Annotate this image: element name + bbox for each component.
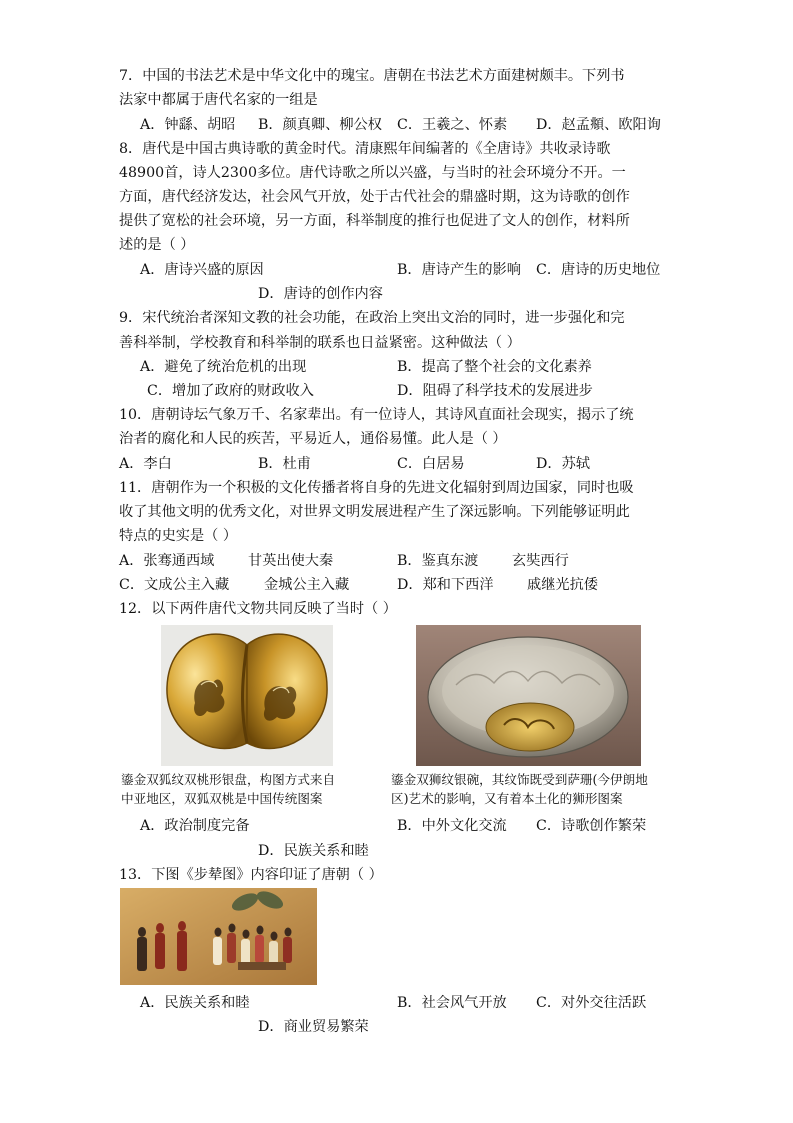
q11-option-b-part1: B．鉴真东渡 xyxy=(397,553,479,569)
q8-stem-line4: 提供了宽松的社会环境，另一方面，科举制度的推行也促进了文人的创作，材料所 xyxy=(119,213,630,229)
q7-stem-line1: 7．中国的书法艺术是中华文化中的瑰宝。唐朝在书法艺术方面建树颇丰。下列书 xyxy=(119,68,625,84)
bunian-tu-painting-image xyxy=(120,888,317,985)
q8-option-d: D．唐诗的创作内容 xyxy=(258,286,383,302)
q13-stem: 13．下图《步辇图》内容印证了唐朝（ ） xyxy=(119,867,383,883)
bowl-caption-line1: 鎏金双狮纹银碗，其纹饰既受到萨珊(今伊朗地 xyxy=(391,772,648,787)
q8-stem-line2: 48900首，诗人2300多位。唐代诗歌之所以兴盛，与当时的社会环境分不开。一 xyxy=(119,165,626,181)
q7-option-b: B．颜真卿、柳公权 xyxy=(258,117,382,133)
q11-option-d-part1: D．郑和下西洋 xyxy=(397,577,494,593)
plate-caption-line2: 中亚地区，双狐双桃是中国传统图案 xyxy=(121,791,323,806)
plate-caption-line1: 鎏金双狐纹双桃形银盘，构图方式来自 xyxy=(121,772,336,787)
q13-option-b: B．社会风气开放 xyxy=(397,995,507,1011)
q7-option-c: C．王羲之、怀素 xyxy=(397,117,508,133)
q10-option-c: C．白居易 xyxy=(397,456,465,472)
q9-stem-line2: 善科举制，学校教育和科举制的联系也日益紧密。这种做法（ ） xyxy=(119,335,521,351)
q9-option-b: B．提高了整个社会的文化素养 xyxy=(397,359,592,375)
q9-stem-line1: 9．宋代统治者深知文教的社会功能，在政治上突出文治的同时，进一步强化和完 xyxy=(119,310,625,326)
double-fox-silver-plate-image xyxy=(161,625,333,766)
q9-option-d: D．阻碍了科学技术的发展进步 xyxy=(397,383,593,399)
q11-option-c-part1: C．文成公主入藏 xyxy=(119,577,230,593)
q10-stem-line1: 10．唐朝诗坛气象万千、名家辈出。有一位诗人，其诗风直面社会现实，揭示了统 xyxy=(119,407,634,423)
q7-stem-line2: 法家中都属于唐代名家的一组是 xyxy=(119,92,318,108)
q7-option-a: A．钟繇、胡昭 xyxy=(140,117,236,133)
q8-stem-line3: 方面，唐代经济发达，社会风气开放，处于古代社会的鼎盛时期，这为诗歌的创作 xyxy=(119,189,630,205)
q11-option-a-part1: A．张骞通西域 xyxy=(119,553,215,569)
q9-option-a: A．避免了统治危机的出现 xyxy=(140,359,307,375)
q12-option-c: C．诗歌创作繁荣 xyxy=(536,818,647,834)
q10-option-d: D．苏轼 xyxy=(536,456,590,472)
q8-option-c: C．唐诗的历史地位 xyxy=(536,262,661,278)
q12-option-a: A．政治制度完备 xyxy=(140,818,250,834)
q12-stem: 12．以下两件唐代文物共同反映了当时（ ） xyxy=(119,601,397,617)
q7-option-d: D．赵孟頫、欧阳询 xyxy=(536,117,661,133)
q11-option-d-part2: 戚继光抗倭 xyxy=(527,577,598,593)
q11-option-c-part2: 金城公主入藏 xyxy=(264,577,350,593)
q13-option-d: D．商业贸易繁荣 xyxy=(258,1019,369,1035)
q11-option-a-part2: 甘英出使大秦 xyxy=(248,553,334,569)
q8-stem-line5: 述的是（ ） xyxy=(119,237,195,253)
q8-option-a: A．唐诗兴盛的原因 xyxy=(140,262,264,278)
q13-option-a: A．民族关系和睦 xyxy=(140,995,250,1011)
q12-option-d: D．民族关系和睦 xyxy=(258,843,369,859)
q10-option-b: B．杜甫 xyxy=(258,456,311,472)
q13-option-c: C．对外交往活跃 xyxy=(536,995,647,1011)
q10-stem-line2: 治者的腐化和人民的疾苦，平易近人，通俗易懂。此人是（ ） xyxy=(119,431,507,447)
q11-stem-line1: 11．唐朝作为一个积极的文化传播者将自身的先进文化辐射到周边国家，同时也吸 xyxy=(119,480,634,496)
double-lion-silver-bowl-image xyxy=(416,625,641,766)
q11-stem-line3: 特点的史实是（ ） xyxy=(119,528,238,544)
bowl-caption-line2: 区)艺术的影响，又有着本土化的狮形图案 xyxy=(391,791,623,806)
q8-stem-line1: 8．唐代是中国古典诗歌的黄金时代。清康熙年间编著的《全唐诗》共收录诗歌 xyxy=(119,141,611,157)
q8-option-b: B．唐诗产生的影响 xyxy=(397,262,521,278)
q11-option-b-part2: 玄奘西行 xyxy=(512,553,569,569)
q12-option-b: B．中外文化交流 xyxy=(397,818,507,834)
q10-option-a: A．李白 xyxy=(119,456,172,472)
q9-option-c: C．增加了政府的财政收入 xyxy=(147,383,314,399)
q11-stem-line2: 收了其他文明的优秀文化，对世界文明发展进程产生了深远影响。下列能够证明此 xyxy=(119,504,630,520)
